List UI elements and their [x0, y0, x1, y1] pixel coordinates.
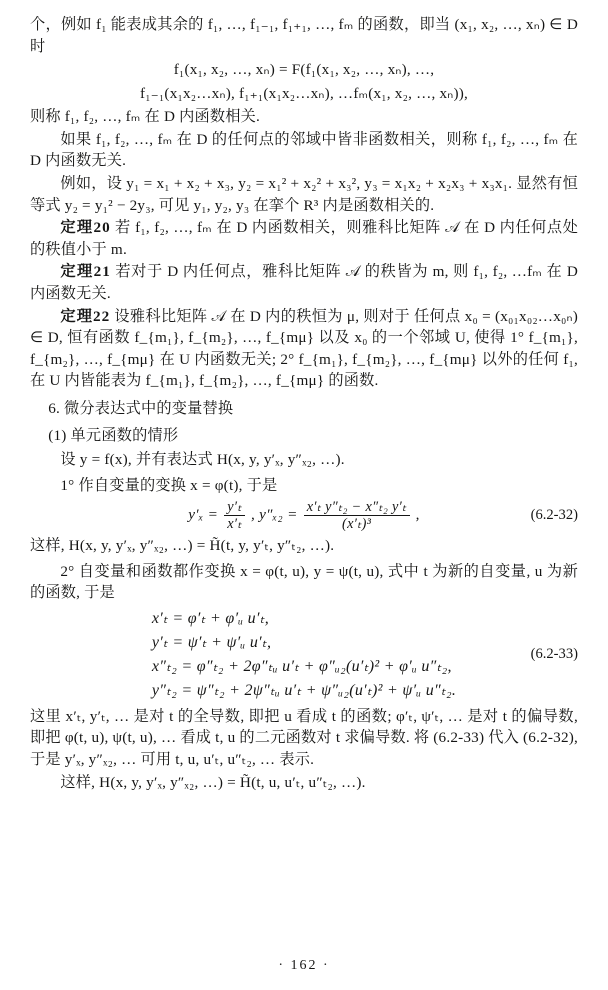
theorem-20	[30, 217, 578, 260]
equation-6-2-33-body	[152, 607, 456, 703]
paragraph-case-2: 2° 自变量和函数都作变换 x = φ(t, u), y = ψ(t, u), 式中 t 为新的自变量, u 为新的函数, 于是	[30, 562, 578, 602]
theorem-22-label: 定理22	[60, 307, 111, 325]
paragraph-def-dependent: 则称 f₁, f₂, …, fₘ 在 D 内函数相关.	[30, 108, 261, 126]
page-number: · 162 ·	[278, 958, 330, 973]
subsection-heading-6-1: (1) 单元函数的情形	[48, 427, 179, 445]
theorem-20-label: 定理20	[60, 219, 111, 237]
paragraph-setup-function: 设 y = f(x), 并有表达式 H(x, y, y′ₓ, y″ₓ₂, …).	[60, 450, 345, 468]
eq32-lhs1: y′ₓ =	[188, 506, 219, 524]
eq33-line-4: y″ₜ₂ = ψ″ₜ₂ + 2ψ″ₜᵤ u′ₜ + ψ″ᵤ₂(u′ₜ)² + ψ′ᵤ u″ₜ₂.	[151, 681, 457, 699]
paragraph-intro: 个，例如 f₁ 能表成其余的 f₁, …, f₁₋₁, f₁₊₁, …, fₘ 的函数，即当 (x₁, x₂, …, xₙ) ∈ D 时	[30, 16, 578, 55]
theorem-21-text: 若对于 D 内任何点，雅科比矩阵 𝒜 的秩皆为 m, 则 f₁, f₂, …fₘ 在 D 内函数无关.	[30, 263, 578, 302]
theorem-22	[30, 306, 578, 392]
equation-6-2-32	[30, 499, 578, 532]
equation-number-6-2-32: (6.2-32)	[530, 507, 578, 524]
eq33-line-2: y′ₜ = ψ′ₜ + ψ′ᵤ u′ₜ,	[151, 633, 272, 651]
equation-6-2-33	[30, 607, 578, 703]
paragraph-result-2: 这样, H(x, y, y′ₓ, y″ₓ₂, …) = H̃(t, u, u′ₜ, u″ₜ₂, …).	[60, 773, 366, 791]
display-equation-a: f₁(x₁, x₂, …, xₙ) = F(f₁(x₁, x₂, …, xₙ), …,	[173, 61, 435, 79]
eq33-line-3: x″ₜ₂ = φ″ₜ₂ + 2φ″ₜᵤ u′ₜ + φ″ᵤ₂(u′ₜ)² + φ′ᵤ u″ₜ₂,	[151, 657, 452, 675]
paragraph-example: 例如，设 y₁ = x₁ + x₂ + x₃, y₂ = x₁² + x₂² + x₃², y₃ = x₁x₂ + x₂x₃ + x₃x₁. 显然有恒等式 y₂ = y₁² − 2y₃, 可见 y₁, y₂, y₃ 在挛个 R³ 内是函数相关的.	[30, 175, 578, 214]
paragraph-explanation: 这里 x′ₜ, y′ₜ, … 是对 t 的全导数, 即把 u 看成 t 的函数; φ′ₜ, ψ′ₜ, … 是对 t 的偏导数, 即把 φ(t, u), ψ(t, u), … 看成 t, u 的二元函数对 t 求偏导数. 将 (6.2-33) 代入 (6.2-32), 于是 y′ₓ, y″ₓ₂, … 可用 t, u, u′ₜ, u″ₜ₂, … 表示.	[30, 707, 578, 768]
theorem-21	[30, 261, 578, 304]
theorem-21-label: 定理21	[60, 263, 111, 281]
eq32-fraction-1-denominator: x′ₜ	[227, 516, 242, 533]
paragraph-result-1: 这样, H(x, y, y′ₓ, y″ₓ₂, …) = H̃(t, y, y′ₜ, y″ₜ₂, …).	[30, 537, 335, 555]
eq32-fraction-2	[304, 499, 410, 532]
eq32-lhs2: , y″ₓ₂ =	[250, 506, 298, 524]
eq32-fraction-2-numerator: x′ₜ y″ₜ₂ − x″ₜ₂ y′ₜ	[304, 499, 410, 516]
eq32-fraction-1	[224, 499, 245, 532]
equation-6-2-32-body	[188, 499, 420, 532]
eq32-fraction-1-numerator: y′ₜ	[224, 499, 245, 516]
paragraph-def-independent: 如果 f₁, f₂, …, fₘ 在 D 的任何点的邻域中皆非函数相关，则称 f₁, f₂, …, fₘ 在 D 内函数无关.	[30, 130, 578, 170]
eq32-tail: ,	[415, 506, 420, 524]
equation-number-6-2-33: (6.2-33)	[530, 646, 578, 663]
theorem-22-text: 设雅科比矩阵 𝒜 在 D 内的秩恒为 μ, 则对于 任何点 x₀ = (x₀₁x₀₂…x₀ₙ) ∈ D, 恒有函数 f_{m₁}, f_{m₂}, …, f_{mμ} 以及 x₀ 的一个邻域 U, 使得 1° f_{m₁}, f_{m₂}, …, f_{mμ} 在 U 内函数无关; 2° f_{m₁}, f_{m₂}, …, f_{mμ} 以外的任何 f₁, 在 U 内皆能表为 f_{m₁}, f_{m₂}, …, f_{mμ} 的函数.	[30, 307, 578, 390]
eq32-fraction-2-denominator: (x′ₜ)³	[342, 516, 372, 533]
paragraph-case-1: 1° 作自变量的变换 x = φ(t), 于是	[60, 476, 278, 494]
theorem-20-text: 若 f₁, f₂, …, fₘ 在 D 内函数相关，则雅科比矩阵 𝒜 在 D 内任何点处的秩值小于 m.	[30, 219, 579, 258]
section-heading-6: 6. 微分表达式中的变量替换	[48, 399, 234, 417]
display-equation-b: f₁₋₁(x₁x₂…xₙ), f₁₊₁(x₁x₂…xₙ), …fₘ(x₁, x₂, …, xₙ)),	[139, 84, 469, 102]
eq33-line-1: x′ₜ = φ′ₜ + φ′ᵤ u′ₜ,	[151, 609, 270, 627]
